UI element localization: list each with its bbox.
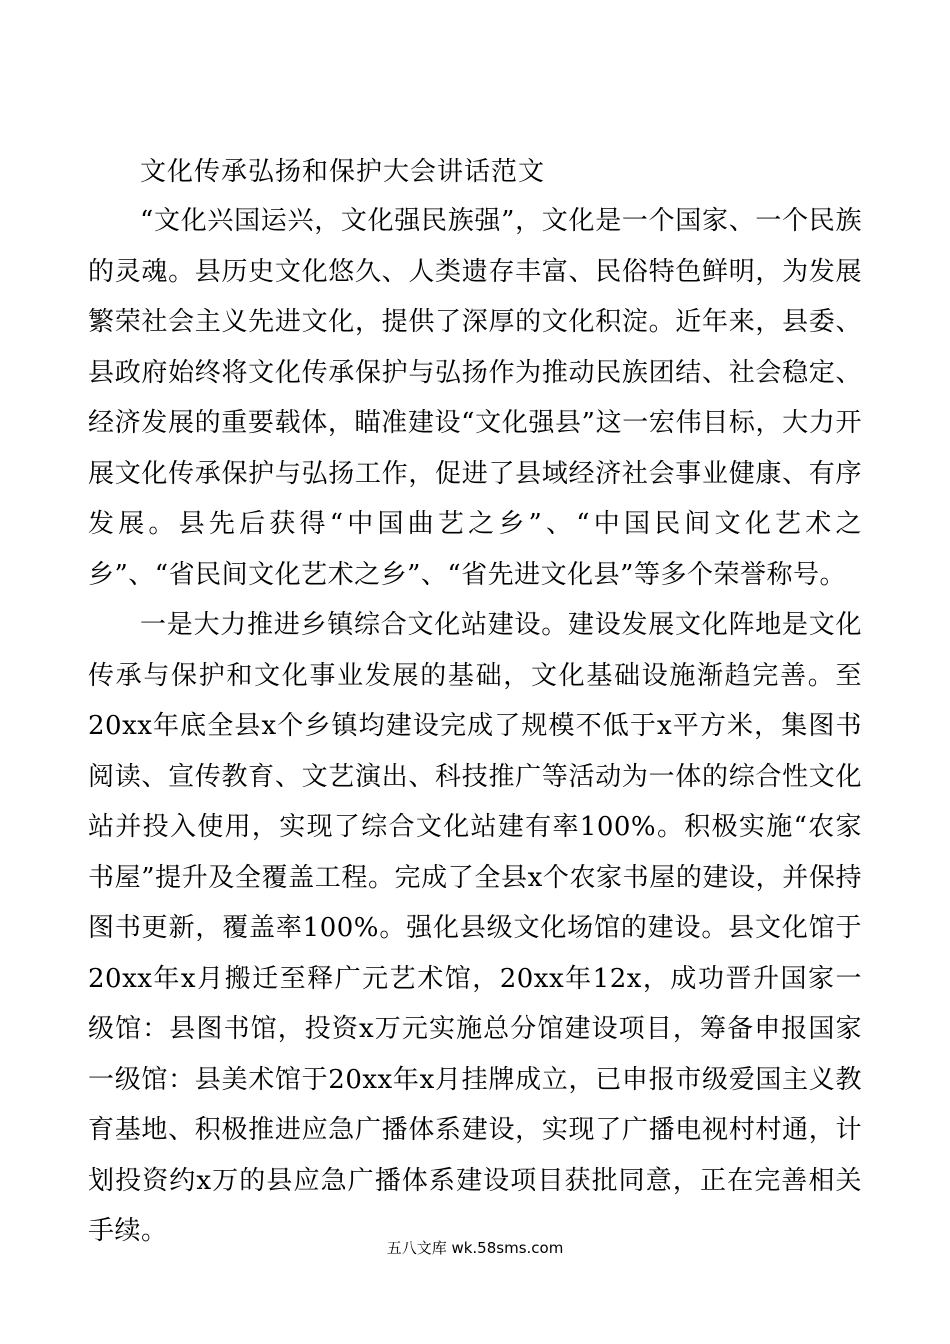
paragraph-intro: “文化兴国运兴，文化强民族强”，文化是一个国家、一个民族的灵魂。县历史文化悠久、人类遗存丰富、民俗特色鲜明，为发展繁荣社会主义先进文化，提供了深厚的文化积淀。近年来，县委、县政府始终将文化传承保护与弘扬作为推动民族团结、社会稳定、经济发展的重要载体，瞄准建设“文化强县”这一宏伟目标，大力开展文化传承保护与弘扬工作，促进了县域经济社会事业健康、有序发展。县先后获得“中国曲艺之乡”、“中国民间文化艺术之乡”、“省民间文化艺术之乡”、“省先进文化县”等多个荣誉称号。 bbox=[88, 206, 862, 590]
document-title: 文化传承弘扬和保护大会讲话范文 bbox=[140, 157, 546, 187]
document-page bbox=[88, 150, 862, 1257]
footer-watermark: 五八文库 wk.58sms.com bbox=[386, 1239, 564, 1257]
paragraph-first-point: 一是大力推进乡镇综合文化站建设。建设发展文化阵地是文化传承与保护和文化事业发展的基础，文化基础设施渐趋完善。至20xx年底全县x个乡镇均建设完成了规模不低于x平方米，集图书阅读、宣传教育、文艺演出、科技推广等活动为一体的综合性文化站并投入使用，实现了综合文化站建有率100%。积极实施“农家书屋”提升及全覆盖工程。完成了全县x个农家书屋的建设，并保持图书更新，覆盖率100%。强化县级文化场馆的建设。县文化馆于20xx年x月搬迁至释广元艺术馆，20xx年12x，成功晋升国家一级馆：县图书馆，投资x万元实施总分馆建设项目，筹备申报国家一级馆：县美术馆于20xx年x月挂牌成立，已申报市级爱国主义教育基地、积极推进应急广播体系建设，实现了广播电视村村通，计划投资约x万的县应急广播体系建设项目获批同意，正在完善相关手续。 bbox=[88, 610, 862, 1246]
